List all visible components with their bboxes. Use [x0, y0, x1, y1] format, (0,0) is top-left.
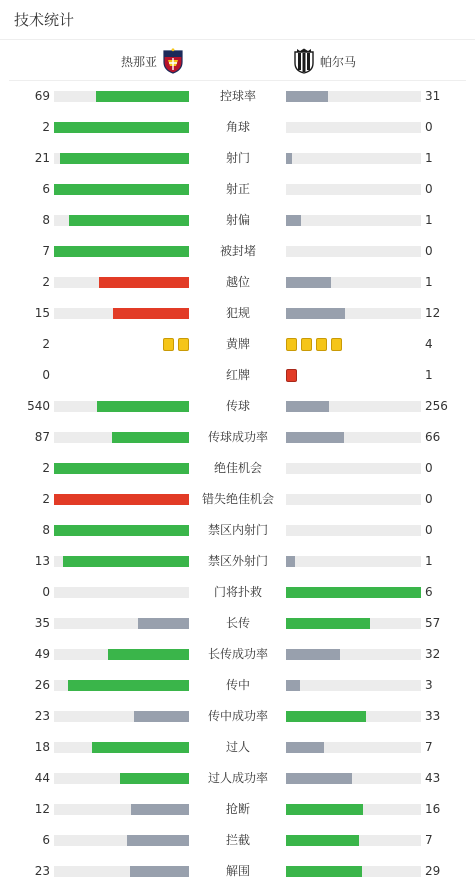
stat-label: 角球 [225, 120, 250, 134]
away-bar-track [286, 804, 421, 815]
stat-label: 射偏 [225, 213, 250, 227]
stat-label: 黄牌 [225, 337, 250, 351]
away-bar-fill [286, 215, 301, 226]
away-bar-track [286, 91, 421, 102]
home-bar-track [54, 866, 189, 877]
away-value: 256 [425, 399, 448, 413]
home-team-name: 热那亚 [120, 54, 157, 69]
yellow-card-icon [331, 338, 342, 351]
home-value: 18 [34, 740, 50, 754]
home-bar-fill [54, 525, 189, 536]
away-bar-track [286, 525, 421, 536]
away-bar-track [286, 308, 421, 319]
yellow-card-icon [301, 338, 312, 351]
stat-row [0, 81, 475, 112]
away-value: 0 [425, 120, 433, 134]
home-bar-track [54, 773, 189, 784]
away-value: 4 [425, 337, 433, 351]
home-bar-fill [131, 804, 189, 815]
away-bar-track [286, 153, 421, 164]
home-bar-track [54, 308, 189, 319]
away-bar-fill [286, 432, 344, 443]
home-value: 2 [42, 461, 50, 475]
home-bar-fill [92, 742, 189, 753]
home-value: 540 [27, 399, 50, 413]
home-value: 2 [42, 120, 50, 134]
home-bar-track [54, 463, 189, 474]
home-value: 44 [34, 771, 50, 785]
home-value: 12 [34, 802, 50, 816]
away-bar-track [286, 401, 421, 412]
away-bar-fill [286, 866, 362, 877]
away-bar-fill [286, 742, 324, 753]
away-value: 1 [425, 368, 433, 382]
away-bar-fill [286, 773, 352, 784]
yellow-card-icon [286, 338, 297, 351]
away-bar-track [286, 866, 421, 877]
away-value: 29 [425, 864, 441, 878]
away-bar-fill [286, 587, 421, 598]
away-bar-fill [286, 835, 359, 846]
red-card-icon [286, 369, 297, 382]
home-value: 69 [34, 89, 50, 103]
stat-label: 解围 [225, 864, 250, 878]
home-bar-fill [96, 91, 189, 102]
stat-row [0, 546, 475, 577]
stat-row [0, 484, 475, 515]
stat-row [0, 205, 475, 236]
home-value: 2 [42, 492, 50, 506]
home-bar-fill [69, 215, 189, 226]
away-bar-fill [286, 308, 345, 319]
stat-row [0, 143, 475, 174]
stat-row [0, 236, 475, 267]
home-bar-fill [54, 494, 189, 505]
home-value: 6 [42, 833, 50, 847]
away-bar-track [286, 184, 421, 195]
team-header [9, 40, 466, 81]
home-value: 21 [34, 151, 50, 165]
home-value: 15 [34, 306, 50, 320]
stat-row [0, 422, 475, 453]
stat-label: 传中成功率 [207, 709, 268, 723]
away-bar-track [286, 711, 421, 722]
away-bar-fill [286, 556, 295, 567]
home-value: 8 [42, 213, 50, 227]
home-bar-track [54, 835, 189, 846]
home-bar-track [54, 525, 189, 536]
home-bar-fill [120, 773, 189, 784]
away-value: 12 [425, 306, 441, 320]
away-bar-fill [286, 277, 331, 288]
stat-row [0, 267, 475, 298]
away-bar-fill [286, 618, 370, 629]
home-value: 0 [42, 368, 50, 382]
away-value: 1 [425, 151, 433, 165]
header [0, 0, 475, 40]
stat-row [0, 670, 475, 701]
away-value: 57 [425, 616, 441, 630]
home-value: 26 [34, 678, 50, 692]
away-value: 0 [425, 182, 433, 196]
away-bar-fill [286, 153, 292, 164]
away-value: 6 [425, 585, 433, 599]
stat-row [0, 794, 475, 825]
away-bar-fill [286, 91, 328, 102]
home-bar-track [54, 556, 189, 567]
home-value: 6 [42, 182, 50, 196]
home-value: 23 [34, 864, 50, 878]
away-bar-track [286, 122, 421, 133]
away-bar-track [286, 773, 421, 784]
home-bar-track [54, 246, 189, 257]
home-bar-fill [54, 184, 189, 195]
stat-label: 过人 [225, 740, 250, 754]
away-bar-fill [286, 711, 366, 722]
away-value: 31 [425, 89, 441, 103]
home-bar-track [54, 804, 189, 815]
home-bar-fill [97, 401, 189, 412]
away-value: 7 [425, 833, 433, 847]
home-team[interactable] [121, 48, 183, 74]
stat-row [0, 701, 475, 732]
yellow-card-icon [163, 338, 174, 351]
stat-row [0, 112, 475, 143]
away-cards [286, 369, 299, 382]
stat-row [0, 763, 475, 794]
parma-crest-icon [294, 48, 314, 74]
stat-label: 拦截 [225, 833, 250, 847]
away-value: 1 [425, 554, 433, 568]
stat-label: 红牌 [225, 368, 250, 382]
stat-label: 门将扑救 [213, 585, 262, 599]
home-bar-track [54, 587, 189, 598]
genoa-crest-icon [163, 48, 183, 74]
away-bar-track [286, 432, 421, 443]
stat-row [0, 577, 475, 608]
home-value: 7 [42, 244, 50, 258]
home-bar-fill [54, 122, 189, 133]
away-bar-track [286, 587, 421, 598]
away-value: 0 [425, 461, 433, 475]
stat-label: 长传成功率 [207, 647, 268, 661]
home-bar-fill [113, 308, 189, 319]
page-title: 技术统计 [14, 11, 75, 29]
stat-label: 射门 [225, 151, 250, 165]
stat-row [0, 825, 475, 856]
stat-label: 长传 [225, 616, 250, 630]
home-bar-fill [54, 463, 189, 474]
yellow-card-icon [316, 338, 327, 351]
away-bar-fill [286, 680, 300, 691]
away-value: 1 [425, 213, 433, 227]
away-value: 32 [425, 647, 441, 661]
home-value: 35 [34, 616, 50, 630]
stat-label: 传球 [225, 399, 250, 413]
home-bar-track [54, 494, 189, 505]
away-bar-track [286, 556, 421, 567]
away-value: 0 [425, 523, 433, 537]
away-team-name: 帕尔马 [320, 54, 357, 69]
away-value: 43 [425, 771, 441, 785]
home-bar-track [54, 432, 189, 443]
away-bar-track [286, 494, 421, 505]
home-bar-fill [138, 618, 189, 629]
home-bar-fill [60, 153, 189, 164]
home-bar-track [54, 401, 189, 412]
away-bar-track [286, 246, 421, 257]
stat-label: 越位 [225, 275, 250, 289]
home-value: 23 [34, 709, 50, 723]
away-cards [286, 338, 344, 351]
home-bar-track [54, 742, 189, 753]
home-bar-fill [68, 680, 190, 691]
home-bar-fill [112, 432, 189, 443]
home-value: 8 [42, 523, 50, 537]
home-bar-fill [127, 835, 189, 846]
stat-label: 禁区内射门 [207, 523, 268, 537]
home-bar-track [54, 122, 189, 133]
stat-row [0, 608, 475, 639]
home-bar-track [54, 618, 189, 629]
home-cards [161, 338, 189, 351]
stat-label: 射正 [225, 182, 250, 196]
home-bar-fill [54, 246, 189, 257]
home-value: 13 [34, 554, 50, 568]
stat-label: 传球成功率 [207, 430, 268, 444]
away-bar-track [286, 649, 421, 660]
home-bar-track [54, 184, 189, 195]
stat-label: 过人成功率 [207, 771, 268, 785]
home-bar-track [54, 153, 189, 164]
stat-label: 错失绝佳机会 [201, 492, 274, 506]
home-bar-fill [130, 866, 189, 877]
stat-row [0, 515, 475, 546]
away-bar-fill [286, 401, 329, 412]
stat-label: 抢断 [225, 802, 250, 816]
away-bar-track [286, 742, 421, 753]
home-value: 87 [34, 430, 50, 444]
home-value: 2 [42, 337, 50, 351]
stats-list [0, 81, 475, 887]
yellow-card-icon [178, 338, 189, 351]
away-value: 16 [425, 802, 441, 816]
away-bar-track [286, 215, 421, 226]
home-bar-track [54, 711, 189, 722]
home-bar-fill [108, 649, 189, 660]
stat-label: 被封堵 [219, 244, 256, 258]
stat-label: 犯规 [225, 306, 250, 320]
away-team[interactable] [294, 48, 356, 74]
stat-row [0, 329, 475, 360]
away-value: 33 [425, 709, 441, 723]
stat-label: 绝佳机会 [213, 461, 262, 475]
home-bar-fill [99, 277, 189, 288]
stat-row [0, 639, 475, 670]
home-bar-fill [134, 711, 189, 722]
stat-row [0, 298, 475, 329]
away-bar-fill [286, 649, 340, 660]
away-bar-track [286, 618, 421, 629]
home-bar-track [54, 649, 189, 660]
away-value: 3 [425, 678, 433, 692]
home-value: 49 [34, 647, 50, 661]
stat-row [0, 856, 475, 887]
home-bar-track [54, 91, 189, 102]
stat-row [0, 360, 475, 391]
home-bar-track [54, 215, 189, 226]
home-bar-fill [63, 556, 189, 567]
home-value: 2 [42, 275, 50, 289]
away-value: 0 [425, 492, 433, 506]
away-bar-track [286, 680, 421, 691]
away-bar-track [286, 463, 421, 474]
stat-row [0, 174, 475, 205]
stat-label: 传中 [225, 678, 250, 692]
home-bar-track [54, 680, 189, 691]
away-bar-track [286, 835, 421, 846]
home-bar-track [54, 277, 189, 288]
stat-row [0, 453, 475, 484]
stat-label: 控球率 [219, 89, 256, 103]
away-bar-fill [286, 804, 363, 815]
away-value: 66 [425, 430, 441, 444]
away-bar-track [286, 277, 421, 288]
away-value: 1 [425, 275, 433, 289]
away-value: 0 [425, 244, 433, 258]
stat-row [0, 391, 475, 422]
home-value: 0 [42, 585, 50, 599]
away-value: 7 [425, 740, 433, 754]
stat-label: 禁区外射门 [207, 554, 268, 568]
stat-row [0, 732, 475, 763]
